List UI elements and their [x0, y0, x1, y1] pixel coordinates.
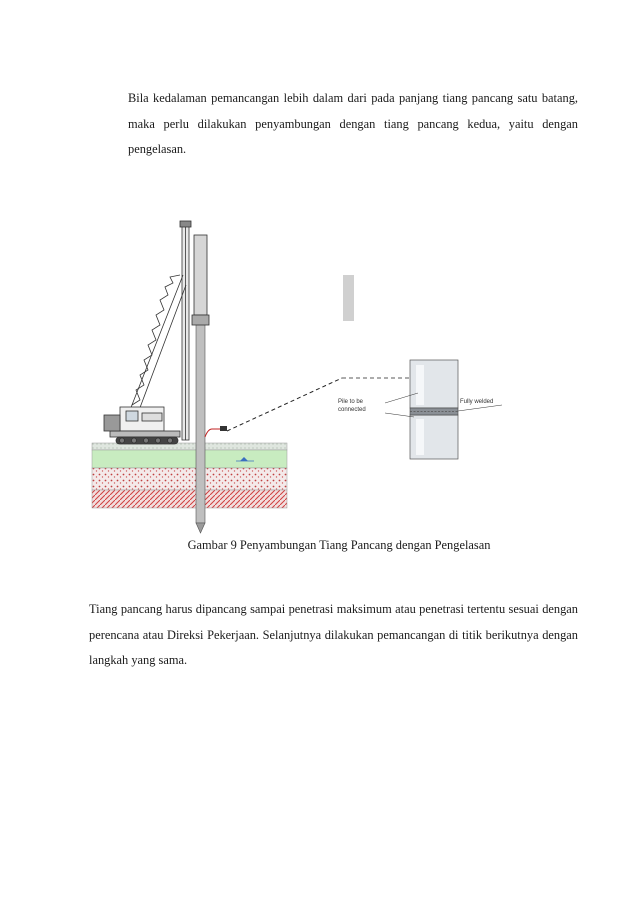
pile-welding-figure — [80, 215, 510, 535]
piling-rig — [104, 221, 209, 444]
paragraph-2: Tiang pancang harus dipancang sampai penetrasi maksimum atau penetrasi tertentu sesuai dengan perencana atau Direksi Pekerjaan. Selanjutnya dilakukan pemancangan di titik berikutnya dengan langkah yang sama. — [89, 602, 578, 667]
label-pile-line2: connected — [338, 407, 366, 413]
label-pile-line1: Pile to be — [338, 399, 364, 405]
weld-detail — [342, 360, 502, 459]
soil-layers — [92, 443, 287, 508]
paragraph-1: Bila kedalaman pemancangan lebih dalam dari pada panjang tiang pancang satu batang, maka perlu dilakukan penyambungan dengan tiang pancang kedua, yaitu dengan pengelasan. — [128, 91, 578, 156]
detail-leader-line — [227, 378, 342, 431]
pile — [196, 323, 205, 533]
weld-torch — [220, 426, 227, 431]
figure-caption — [0, 538, 638, 553]
label-fully-welded: Fully welded — [460, 399, 494, 405]
image-artifact — [343, 275, 354, 321]
figure-caption-text: Gambar 9 Penyambungan Tiang Pancang dengan Pengelasan — [187, 538, 491, 552]
weld-cable — [205, 429, 222, 437]
